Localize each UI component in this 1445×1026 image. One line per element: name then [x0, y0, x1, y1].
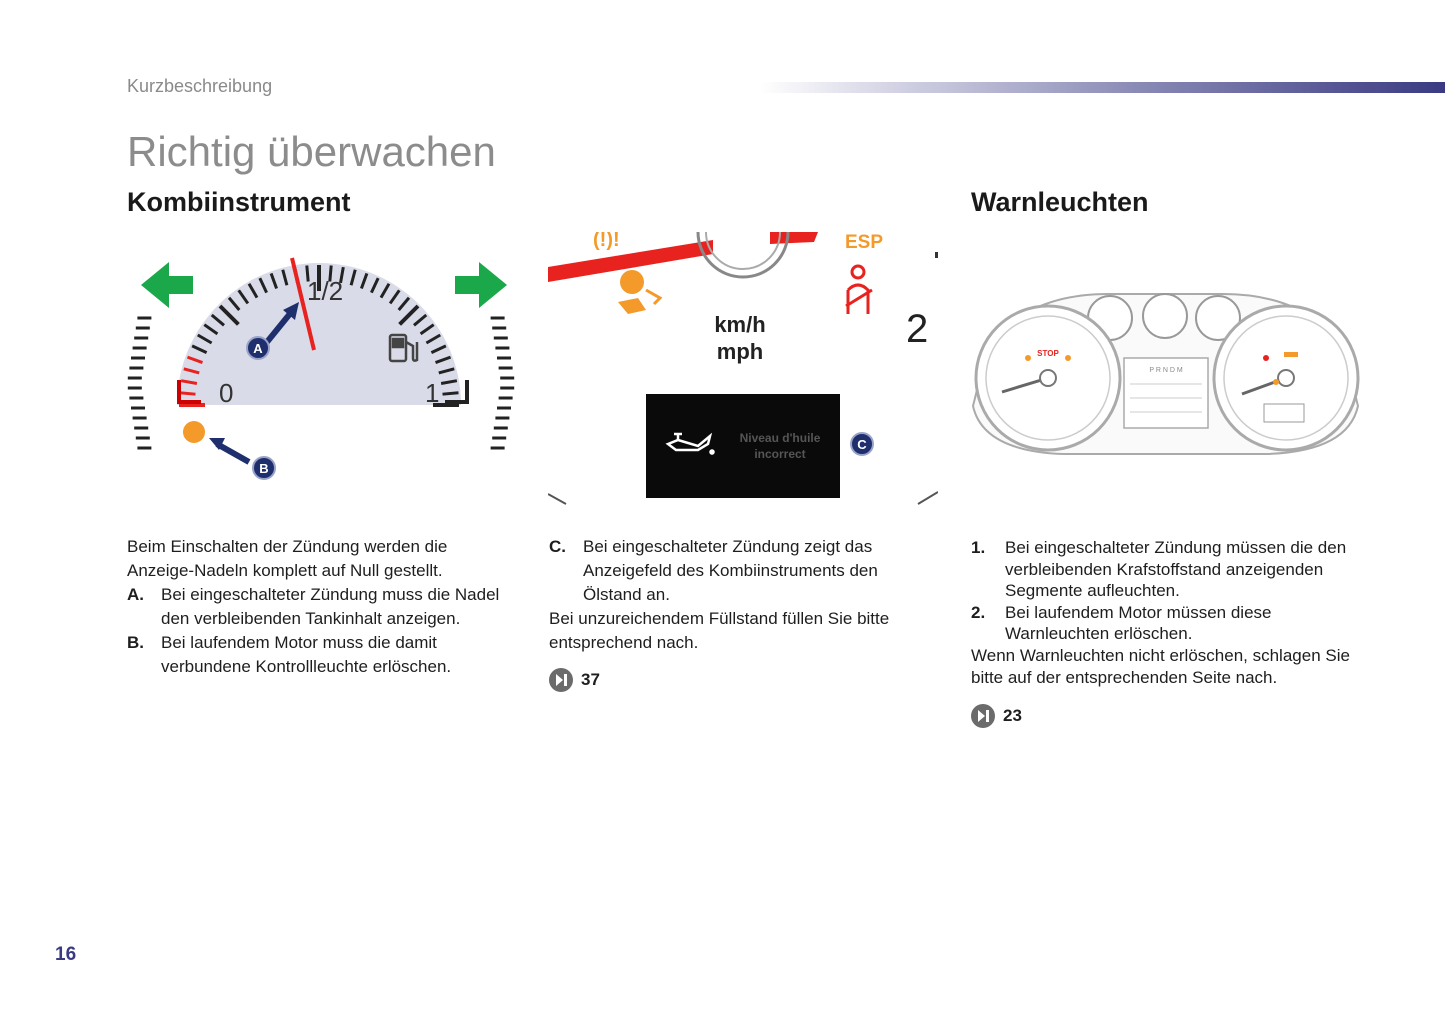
seatbelt-warning-icon: [846, 266, 872, 314]
scale-label-full: 1: [425, 378, 440, 408]
list-item-text: Bei laufendem Motor müssen diese Warnleuchten erlöschen.: [1005, 602, 1272, 644]
page-title: Richtig überwachen: [127, 128, 496, 175]
header-bar: [760, 82, 1445, 93]
fuel-gauge-figure: [127, 230, 517, 515]
list-item-label: C.: [549, 537, 566, 556]
oil-level-display: [646, 394, 840, 498]
col2-text: [549, 535, 929, 655]
gauge-tick: [180, 393, 196, 394]
callout-b-label: B: [259, 461, 269, 476]
list-item-text: Bei eingeschalteter Zündung zeigt das Anzeigefeld des Kombiinstruments den Ölstand an.: [583, 537, 878, 604]
col1-text: [127, 535, 507, 679]
list-item: [127, 583, 507, 631]
scale-label-zero: 0: [219, 378, 234, 408]
side-gauge-left: [128, 318, 152, 448]
green-arrow-left-icon: [141, 262, 193, 308]
callout-c-label: C: [857, 437, 867, 452]
instrument-cluster-figure: [968, 286, 1363, 461]
page-reference[interactable]: [971, 704, 1022, 728]
esp-label: ESP: [845, 232, 884, 253]
gear-indicator: P R N D M: [1149, 367, 1183, 374]
display-text-line1: Niveau d'huile: [739, 431, 821, 445]
list-item-text: Bei laufendem Motor muss die damit verbundene Kontrollleuchte erlöschen.: [161, 633, 452, 676]
col3-text: [971, 537, 1361, 688]
list-item-label: A.: [127, 585, 144, 604]
display-text-line2: incorrect: [754, 447, 806, 461]
fuel-warning-lamp: [183, 421, 205, 443]
stop-warning-label: STOP: [1037, 349, 1059, 358]
gauge-tick: [443, 393, 459, 394]
unit-kmh: km/h: [714, 312, 766, 337]
list-item-text: Bei eingeschalteter Zündung muss die Nadel den verbleibenden Tankinhalt anzeigen.: [161, 585, 500, 628]
speed-needle-right: [770, 232, 818, 244]
list-item-label: B.: [127, 633, 144, 652]
airbag-off-icon: [618, 270, 660, 314]
col2-note: Bei unzureichendem Füllstand füllen Sie bitte entsprechend nach.: [549, 609, 890, 652]
callout-b-arrow: [217, 444, 249, 462]
unit-mph: mph: [716, 339, 764, 364]
heading-kombiinstrument: Kombiinstrument: [127, 187, 351, 217]
list-item-label: 1.: [971, 538, 986, 557]
page-reference-icon: [971, 704, 995, 728]
side-gauge-right: [491, 318, 515, 448]
list-item: [971, 602, 1361, 645]
col3-note: Wenn Warnleuchten nicht erlöschen, schlagen Sie bitte auf der entsprechenden Seite nach.: [971, 645, 1350, 687]
oil-level-figure: [548, 232, 938, 507]
list-item-label: 2.: [971, 602, 986, 622]
col1-intro: Beim Einschalten der Zündung werden die Anzeige-Nadeln komplett auf Null gestellt.: [127, 537, 448, 580]
list-item: [127, 631, 507, 679]
page-reference-number: 23: [1003, 706, 1022, 725]
list-item: [971, 537, 1361, 602]
green-arrow-right-icon: [455, 262, 507, 308]
page-reference-number: 37: [581, 670, 600, 689]
page-reference-icon: [549, 668, 573, 692]
heading-warnleuchten: Warnleuchten: [971, 187, 1149, 217]
list-item-text: Bei eingeschalteter Zündung müssen die den verbleibenden Krafstoffstand anzeigenden Segmente aufleuchten.: [1005, 538, 1347, 601]
page-number: 16: [55, 944, 77, 965]
brake-warning-icon: (!)!: [593, 232, 620, 251]
page-reference[interactable]: [549, 668, 600, 692]
callout-a-label: A: [253, 341, 263, 356]
scale-label-half: 1/2: [307, 276, 344, 306]
list-item: [549, 535, 929, 607]
speed-digit: 2: [906, 307, 929, 351]
section-label: Kurzbeschreibung: [127, 76, 273, 96]
